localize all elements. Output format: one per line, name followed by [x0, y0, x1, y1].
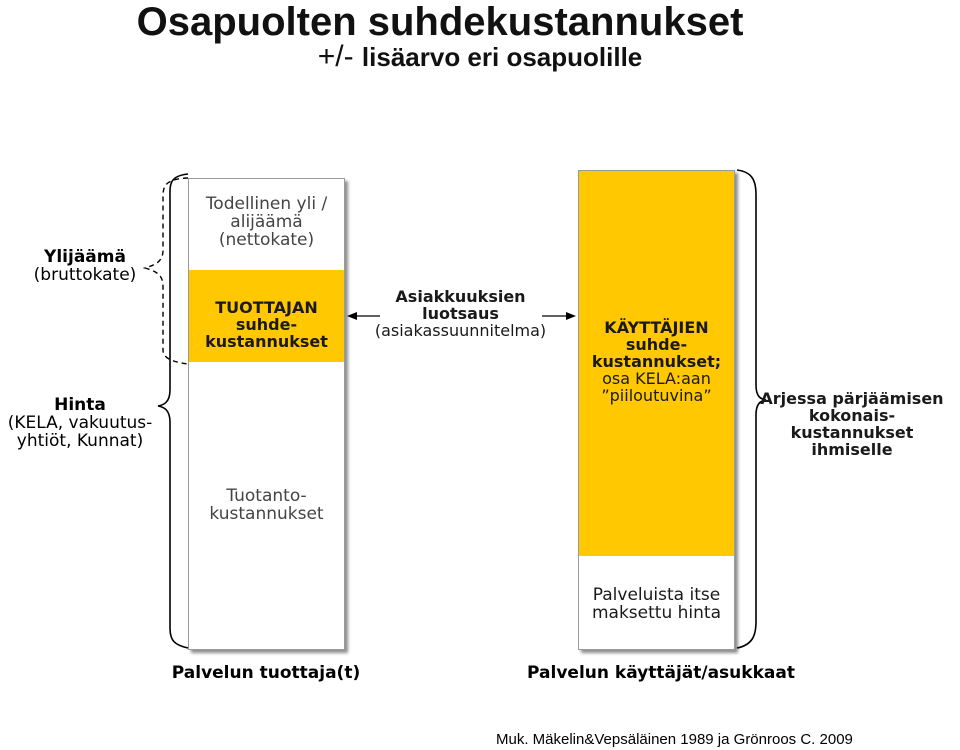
- net-margin-line-1: Todellinen yli /: [205, 194, 328, 214]
- customer-pilot-line-3: (asiakassuunnitelma): [374, 321, 547, 340]
- source-citation: Muk. Mäkelin&Vepsäläinen 1989 ja Grönroos C. 2009: [496, 731, 853, 748]
- arrow-head-left: [347, 312, 357, 320]
- self-paid-line-1: Palveluista itse: [592, 585, 721, 605]
- customer-pilot-label: [358, 288, 563, 339]
- surplus-label: [10, 248, 160, 284]
- producer-relation-line-1: TUOTTAJAN: [215, 298, 318, 317]
- subtitle-prefix: +/-: [317, 40, 354, 73]
- user-relation-line-1: KÄYTTÄJIEN: [604, 318, 709, 337]
- user-relation-line-4: osa KELA:aan: [602, 369, 711, 388]
- surplus-title: Ylijäämä: [44, 247, 126, 267]
- producer-relation-label: [189, 299, 344, 350]
- net-margin-label: [189, 195, 344, 249]
- production-cost-line-2: kustannukset: [209, 504, 324, 524]
- total-cost-line-2: kokonais-: [808, 406, 896, 425]
- price-line-2: yhtiöt, Kunnat): [16, 431, 144, 451]
- customer-pilot-line-2: luotsaus: [422, 304, 499, 323]
- user-relation-line-2: suhde-: [625, 335, 688, 354]
- net-margin-line-3: (nettokate): [218, 230, 315, 250]
- producer-relation-line-2: suhde-: [235, 315, 298, 334]
- arrow-head-right: [566, 312, 576, 320]
- user-relation-label: [579, 319, 734, 404]
- user-relation-line-3: kustannukset;: [591, 352, 722, 371]
- subtitle-text: lisäarvo eri osapuolille: [361, 42, 643, 72]
- user-relation-line-5: ”piiloutuvina”: [601, 386, 712, 405]
- total-cost-line-1: Arjessa pärjäämisen: [760, 389, 944, 408]
- net-margin-line-2: alijäämä: [230, 212, 303, 232]
- price-title: Hinta: [54, 395, 106, 415]
- user-caption: Palvelun käyttäjät/asukkaat: [527, 663, 795, 683]
- producer-caption: Palvelun tuottaja(t): [171, 663, 361, 683]
- page-title: Osapuolten suhdekustannukset: [136, 0, 744, 44]
- total-cost-label: [744, 390, 960, 458]
- production-cost-line-1: Tuotanto-: [226, 486, 307, 506]
- customer-pilot-line-1: Asiakkuuksien: [395, 287, 526, 306]
- self-paid-label: [579, 586, 734, 622]
- surplus-subtitle: (bruttokate): [33, 265, 137, 285]
- producer-relation-line-3: kustannukset: [205, 332, 328, 351]
- price-line-1: (KELA, vakuutus-: [7, 413, 153, 433]
- production-cost-label: [189, 487, 344, 523]
- self-paid-line-2: maksettu hinta: [591, 603, 721, 623]
- total-cost-line-3: kustannukset: [790, 423, 914, 442]
- price-label: [0, 396, 160, 450]
- total-cost-line-4: ihmiselle: [811, 440, 893, 459]
